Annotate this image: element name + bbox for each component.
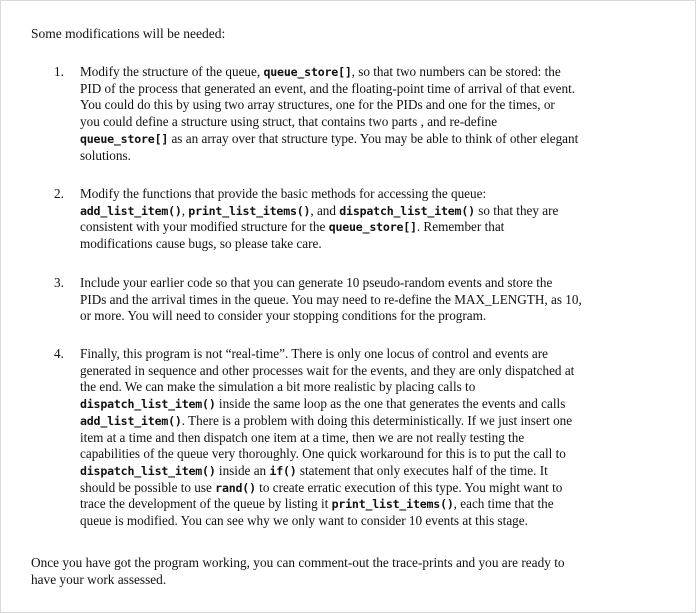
text-line: capabilities of the queue very thoroughly. One quick workaround for this is to put the call to [80, 446, 566, 462]
text-line: add_list_item(), print_list_items(), and dispatch_list_item() so that they are [80, 202, 559, 218]
text-line: have your work assessed. [31, 571, 167, 587]
code-snippet: queue_store[] [263, 65, 352, 79]
code-snippet: dispatch_list_item() [80, 463, 216, 478]
code-snippet: queue_store[] [80, 131, 169, 146]
text-line: Modify the functions that provide the basic methods for accessing the queue: [80, 186, 487, 201]
text-line: queue is modified. You can see why we only want to consider 10 events at this stage. [80, 513, 528, 529]
item-text [80, 64, 654, 164]
text-line: Finally, this program is not “real-time”. There is only one locus of control and events are [80, 346, 549, 361]
text-line: should be possible to use rand() to create erratic execution of this type. You might want to [80, 479, 563, 495]
intro-text: Some modifications will be needed: [31, 26, 226, 41]
text-line: add_list_item(). There is a problem with doing this deterministically. If we just insert one [80, 412, 573, 428]
text-line: Modify the structure of the queue, queue_store[], so that two numbers can be stored: the [80, 64, 561, 79]
list-item [54, 275, 654, 325]
text-line: dispatch_list_item() inside an if() statement that only executes half of the time. It [80, 462, 548, 478]
text-line: modifications cause bugs, so please take care. [80, 236, 322, 252]
code-snippet: add_list_item() [80, 203, 182, 218]
text-line: dispatch_list_item() inside the same loop as the one that generates the events and calls [80, 396, 566, 412]
list-item [54, 346, 654, 530]
text-line: trace the development of the queue by listing it print_list_items(), each time that the [80, 496, 554, 512]
text-line: solutions. [80, 147, 131, 163]
item-number: 1. [54, 64, 64, 79]
text-line: the end. We can make the simulation a bit more realistic by placing calls to [80, 379, 476, 395]
text-line: item at a time and then dispatch one item at a time, then we are not really testing the [80, 429, 525, 445]
outro-text [31, 555, 671, 589]
item-number: 4. [54, 346, 64, 361]
list-item [54, 186, 654, 253]
text-line: you could define a structure using struct, that contains two parts , and re-define [80, 114, 498, 130]
text-line: PID of the process that generated an event, and the floating-point time of arrival of that event. [80, 80, 576, 96]
text-line: PIDs and the arrival times in the queue. You may need to re-define the MAX_LENGTH, as 10, [80, 291, 582, 307]
text-line: Once you have got the program working, you can comment-out the trace-prints and you are ready to [31, 555, 565, 570]
item-text [80, 186, 654, 253]
code-snippet: dispatch_list_item() [80, 397, 216, 412]
code-snippet: dispatch_list_item() [339, 203, 475, 218]
code-snippet: rand() [215, 480, 256, 495]
code-snippet: queue_store[] [328, 220, 417, 235]
item-text [80, 275, 654, 325]
item-text [80, 346, 654, 530]
item-number: 3. [54, 275, 64, 290]
code-snippet: print_list_items() [331, 497, 454, 512]
text-line: generated in sequence and other processes wait for the events, and they are only dispatched at [80, 362, 575, 378]
list-item [54, 64, 654, 164]
code-snippet: add_list_item() [80, 413, 182, 428]
code-snippet: print_list_items() [188, 203, 311, 218]
text-line: or more. You will need to consider your stopping conditions for the program. [80, 308, 487, 324]
text-line: queue_store[] as an array over that structure type. You may be able to think of other elegant [80, 130, 579, 146]
text-line: You could do this by using two array structures, one for the PIDs and one for the times, or [80, 97, 555, 113]
item-number: 2. [54, 186, 64, 201]
code-snippet: if() [269, 463, 297, 478]
text-line: Include your earlier code so that you can generate 10 pseudo-random events and store the [80, 275, 553, 290]
text-line: consistent with your modified structure for the queue_store[]. Remember that [80, 219, 505, 235]
